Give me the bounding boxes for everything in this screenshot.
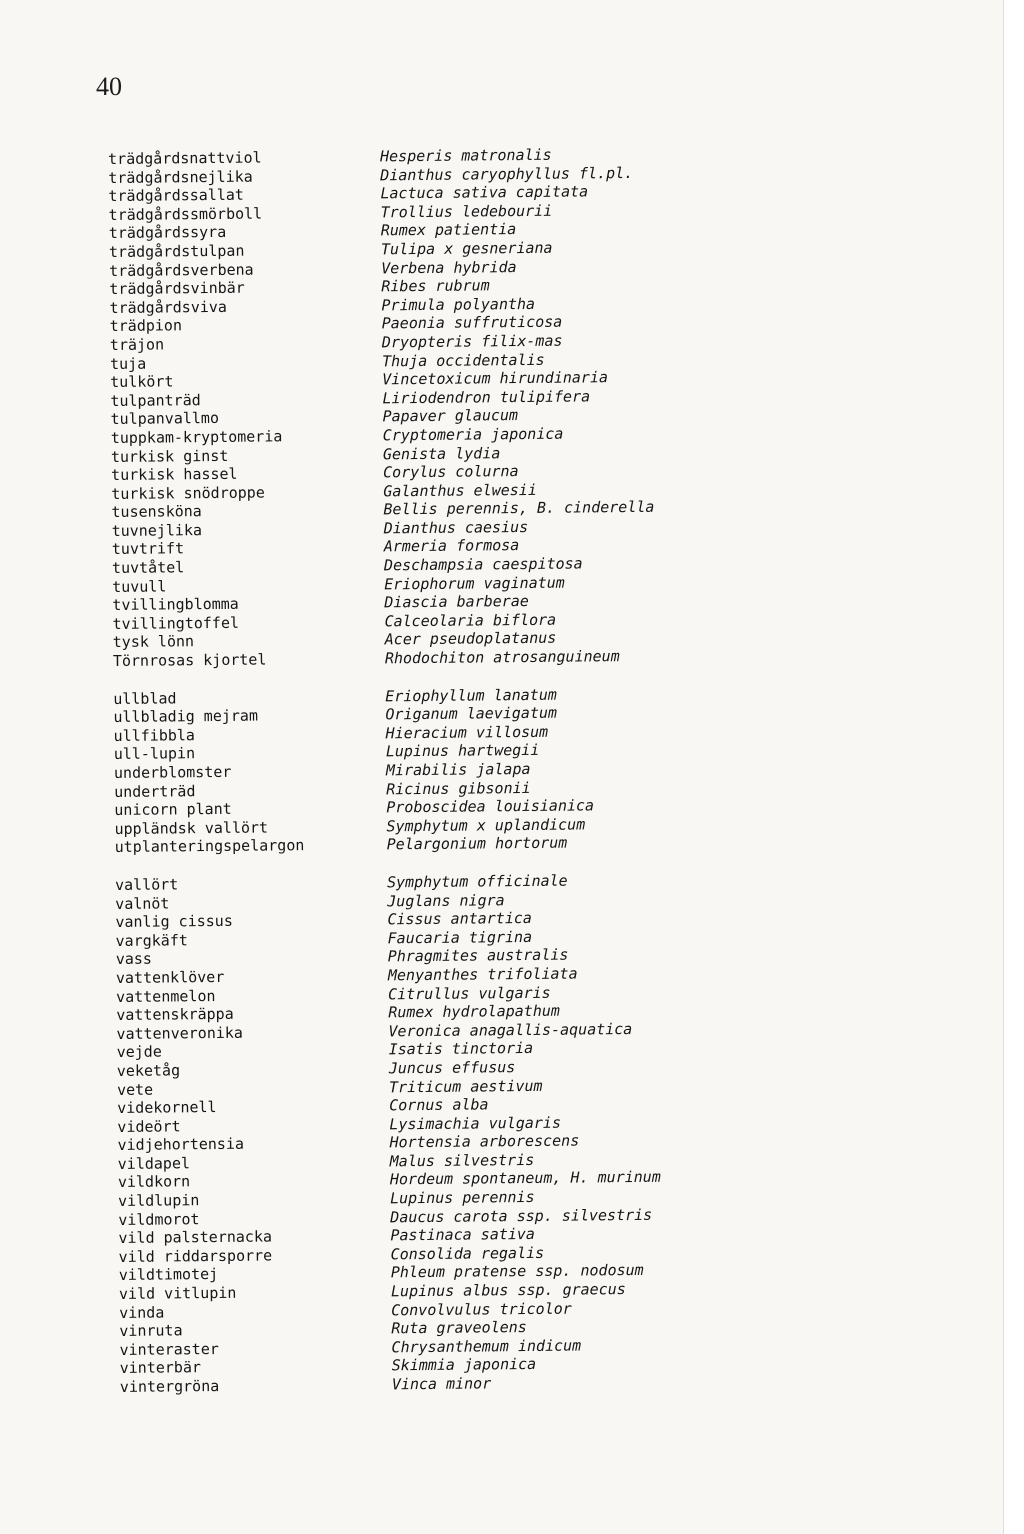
latin-name: Trollius ledebourii (380, 201, 553, 222)
swedish-name: ull-lupin (113, 744, 196, 764)
latin-name: Verbena hybrida (381, 257, 517, 277)
swedish-name: tulpanvallmo (110, 409, 220, 429)
swedish-name: valnöt (115, 894, 170, 913)
swedish-name: vildmorot (118, 1209, 200, 1229)
swedish-name: tusensköna (111, 502, 202, 522)
latin-name: Primula polyantha (381, 294, 536, 315)
swedish-name: trädgårdsnattviol (108, 148, 262, 168)
latin-name: Chrysanthemum indicum (391, 1336, 582, 1357)
latin-name: Diascia barberae (384, 592, 529, 612)
latin-name: Lupinus albus ssp. graecus (390, 1280, 626, 1301)
swedish-name: turkisk snödroppe (111, 483, 265, 503)
swedish-name: tuvull (112, 577, 167, 596)
latin-name: Dianthus caryophyllus fl.pl. (380, 163, 634, 184)
swedish-name: vanlig cissus (115, 911, 233, 932)
latin-name: Convolvulus tricolor (391, 1299, 572, 1319)
swedish-name: trädgårdssmörboll (108, 204, 263, 224)
index-group-v (115, 870, 760, 1397)
swedish-name: vild riddarsporre (118, 1246, 273, 1266)
swedish-name: vinda (119, 1303, 165, 1322)
latin-name: Rumex hydrolapathum (388, 1001, 560, 1022)
swedish-name: trädpion (109, 316, 183, 336)
swedish-name: vete (116, 1080, 154, 1099)
swedish-name: vidjehortensia (117, 1135, 245, 1155)
latin-name: Veronica anagallis-aquatica (388, 1019, 633, 1041)
latin-name: Rhodochiton atrosanguineum (384, 647, 620, 668)
latin-name: Papaver glaucum (382, 406, 519, 426)
latin-name: Skimmia japonica (391, 1355, 537, 1375)
swedish-name: vildkorn (117, 1172, 191, 1192)
latin-name: Consolida regalis (390, 1243, 545, 1264)
swedish-name: Törnrosas kjortel (112, 650, 267, 671)
latin-name: Hieracium villosum (385, 722, 549, 743)
swedish-name: tuppkam-kryptomeria (110, 427, 283, 447)
swedish-name: trädgårdsnejlika (108, 167, 253, 187)
latin-name: Vincetoxicum hirundinaria (382, 368, 609, 389)
latin-name: Rumex patientia (380, 220, 517, 240)
swedish-name: vinterbär (119, 1358, 202, 1378)
latin-name: Isatis tinctoria (388, 1039, 534, 1059)
latin-name: Citrullus vulgaris (388, 983, 551, 1003)
page-number: 40 (96, 72, 122, 101)
swedish-name: videkornell (117, 1098, 217, 1118)
swedish-name: trädgårdssallat (108, 185, 244, 206)
swedish-name: ullfibbla (113, 726, 195, 745)
latin-name: Corylus colurna (383, 462, 519, 482)
swedish-name: tulkört (110, 372, 174, 392)
latin-name: Ribes rubrum (381, 276, 490, 296)
swedish-name: uppländsk vallört (114, 818, 269, 838)
swedish-name: vildlupin (118, 1191, 200, 1211)
swedish-name: vattenmelon (116, 986, 216, 1006)
swedish-name: vildapel (117, 1154, 191, 1173)
latin-name: Genista lydia (382, 443, 501, 463)
latin-name: Lupinus hartwegii (385, 741, 540, 761)
latin-name: Daucus carota ssp. silvestris (390, 1205, 653, 1226)
swedish-name: vass (115, 949, 152, 969)
swedish-name: videört (117, 1117, 181, 1136)
latin-name: Acer pseudoplatanus (384, 629, 557, 649)
swedish-name: tulpanträd (110, 390, 201, 410)
swedish-name: trädgårdsverbena (109, 260, 254, 280)
latin-name: Armeria formosa (383, 536, 520, 556)
latin-name: Symphytum officinale (386, 871, 568, 892)
latin-name: Symphytum x uplandicum (386, 815, 586, 836)
swedish-name: ullblad (113, 688, 177, 708)
latin-name: Faucaria tigrina (387, 927, 533, 948)
swedish-name: vattenklöver (115, 967, 225, 987)
swedish-name: vargkäft (115, 931, 188, 950)
latin-name: Cissus antartica (387, 909, 532, 929)
swedish-name: tvillingblomma (112, 595, 239, 615)
latin-name: Lupinus perennis (389, 1188, 535, 1208)
latin-name: Eriophorum vaginatum (384, 573, 565, 594)
swedish-name: vattenveronika (116, 1023, 244, 1043)
latin-name: Origanum laevigatum (385, 703, 558, 724)
latin-name: Hortensia arborescens (389, 1131, 580, 1152)
latin-name: Cornus alba (389, 1095, 489, 1115)
latin-name: Cryptomeria japonica (382, 424, 564, 445)
swedish-name: unicorn plant (114, 800, 232, 820)
latin-name: Proboscidea louisianica (386, 796, 595, 817)
swedish-name: turkisk ginst (110, 446, 229, 466)
index-group-t (108, 144, 753, 671)
swedish-name: veketåg (116, 1061, 181, 1080)
index-group-u (113, 683, 755, 856)
latin-name: Mirabilis jalapa (385, 759, 531, 780)
latin-name: Hesperis matronalis (379, 145, 552, 166)
latin-name: Phragmites australis (387, 945, 569, 966)
plant-name-index (108, 144, 760, 1416)
swedish-name: vintergröna (119, 1376, 220, 1396)
latin-name: Liriodendron tulipifera (382, 387, 591, 408)
latin-name: Vinca minor (391, 1374, 492, 1394)
latin-name: Pelargonium hortorum (386, 833, 568, 854)
latin-name: Galanthus elwesii (383, 480, 537, 501)
swedish-name: underblomster (113, 762, 232, 782)
swedish-name: vinruta (119, 1321, 183, 1341)
swedish-name: träjon (109, 335, 165, 354)
swedish-name: tysk lönn (112, 632, 195, 652)
latin-name: Calceolaria biflora (384, 610, 557, 631)
latin-name: Lactuca sativa capitata (380, 182, 589, 203)
latin-name: Malus silvestris (389, 1150, 535, 1171)
latin-name: Triticum aestivum (388, 1076, 543, 1096)
latin-name: Juglans nigra (387, 890, 505, 910)
swedish-name: tuja (109, 354, 147, 373)
swedish-name: trädgårdsvinbär (109, 278, 245, 299)
swedish-name: utplanteringspelargon (114, 836, 305, 857)
swedish-name: vinteraster (119, 1339, 219, 1359)
latin-name: Ricinus gibsonii (386, 778, 531, 798)
swedish-name: vild vitlupin (118, 1283, 237, 1303)
swedish-name: vild palsternacka (118, 1227, 273, 1248)
latin-name: Eriophyllum lanatum (385, 685, 557, 705)
swedish-name: tvillingtoffel (112, 613, 240, 633)
latin-name: Ruta graveolens (391, 1318, 527, 1338)
latin-name: Hordeum spontaneum, H. murinum (389, 1168, 661, 1189)
swedish-name: ullbladig mejram (113, 706, 259, 727)
latin-name: Bellis perennis, B. cinderella (383, 498, 655, 519)
swedish-name: tuvnejlika (111, 520, 203, 540)
latin-name: Dianthus caesius (383, 517, 529, 538)
latin-name: Phleum pratense ssp. nodosum (390, 1261, 644, 1282)
latin-name: Juncus effusus (388, 1058, 516, 1078)
latin-name: Pastinaca sativa (390, 1225, 536, 1245)
latin-name: Dryopteris filix-mas (381, 331, 563, 352)
swedish-name: trädgårdsviva (109, 297, 228, 317)
swedish-name: tuvtåtel (111, 558, 185, 578)
latin-name: Paeonia suffruticosa (381, 312, 563, 333)
latin-name: Thuja occidentalis (381, 350, 545, 370)
swedish-name: trädgårdssyra (108, 223, 227, 243)
page-edge (1003, 0, 1014, 1534)
latin-name: Deschampsia caespitosa (383, 554, 583, 575)
swedish-name: underträd (114, 781, 196, 801)
swedish-name: tuvtrift (111, 539, 185, 559)
swedish-name: vattenskräppa (116, 1004, 234, 1025)
swedish-name: trädgårdstulpan (108, 241, 245, 261)
swedish-name: vallört (114, 875, 179, 894)
swedish-name: vejde (116, 1042, 162, 1062)
latin-name: Menyanthes trifoliata (387, 964, 578, 985)
latin-name: Tulipa x gesneriana (380, 238, 553, 259)
swedish-name: turkisk hassel (111, 464, 238, 485)
latin-name: Lysimachia vulgaris (389, 1113, 562, 1134)
swedish-name: vildtimotej (118, 1265, 219, 1285)
